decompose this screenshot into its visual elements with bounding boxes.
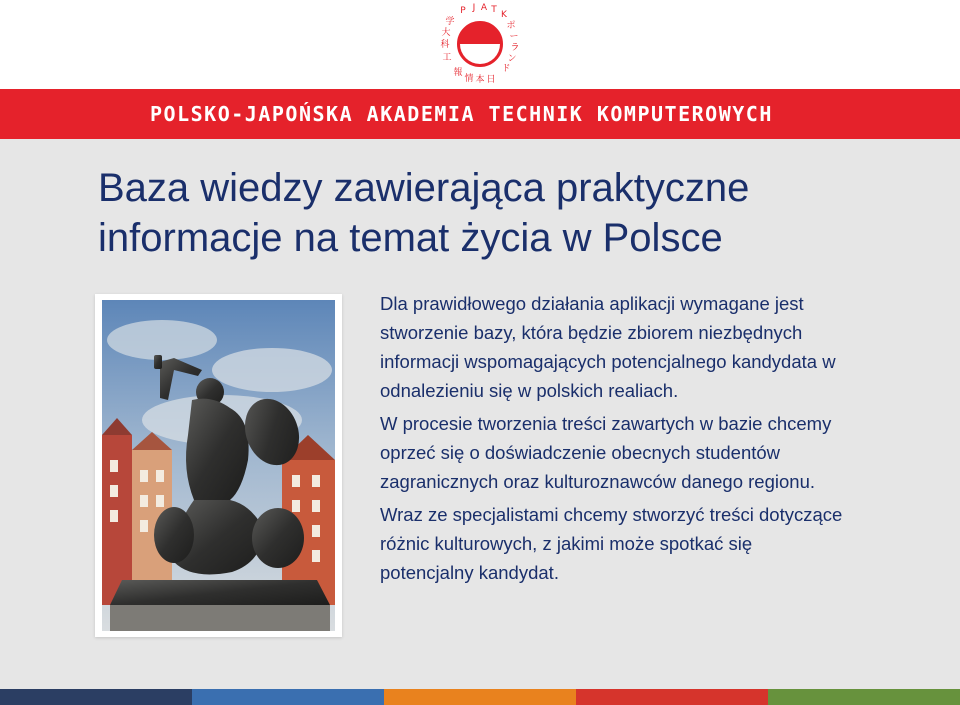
- logo-letter: 報: [453, 68, 463, 78]
- footer-segment: [192, 689, 384, 705]
- old-town-buildings-left: [102, 418, 172, 605]
- logo-letter: T: [491, 5, 497, 15]
- logo-letter: 日: [486, 75, 496, 85]
- body-paragraph-1: Dla prawidłowego działania aplikacji wymagane jest stworzenie bazy, która będzie zbiorem niezbędnych informacji wspomagających potencjalnego kandydata w odnalezieniu się w polskich realiach.: [380, 293, 836, 401]
- slide-title-line-1: Baza wiedzy zawierająca praktyczne: [98, 166, 750, 210]
- footer-segment: [0, 689, 192, 705]
- logo-area: [0, 0, 960, 88]
- logo-letter: ン: [507, 54, 517, 64]
- logo-letter: 学: [445, 17, 455, 27]
- logo-letter: 工: [442, 53, 452, 63]
- logo-letter: P: [460, 6, 466, 16]
- footer-segment: [576, 689, 768, 705]
- logo-letter: 情: [464, 74, 474, 84]
- logo-letter: 科: [440, 40, 450, 50]
- slide-title: [98, 163, 749, 263]
- logo-letter: J: [472, 3, 476, 13]
- logo-letter: ー: [509, 32, 519, 42]
- slide-title-line-2: informacje na temat życia w Polsce: [98, 216, 723, 260]
- mermaid-statue-icon: [102, 300, 335, 631]
- header-banner: [0, 89, 960, 139]
- logo-letter: ラ: [510, 43, 520, 53]
- banner-title: POLSKO-JAPOŃSKA AKADEMIA TECHNIK KOMPUTEROWYCH: [150, 102, 773, 126]
- statue-pedestal: [110, 605, 330, 631]
- mermaid-statue-photo: [95, 294, 342, 637]
- logo-letter: 大: [441, 28, 451, 38]
- footer-color-strip: [0, 689, 960, 705]
- university-logo-icon: [436, 2, 524, 86]
- slide-content: [0, 139, 960, 689]
- logo-letter: A: [480, 3, 488, 13]
- logo-letter: ド: [501, 64, 511, 74]
- slide-body: [380, 289, 850, 591]
- body-paragraph-3: Wraz ze specjalistami chcemy stworzyć treści dotyczące różnic kulturowych, z jakimi może spotkać się potencjalny kandydat.: [380, 504, 843, 583]
- logo-letter: 本: [475, 75, 485, 85]
- footer-segment: [384, 689, 576, 705]
- logo-letter: K: [501, 10, 507, 20]
- logo-letter: ポ: [506, 21, 516, 31]
- footer-segment: [768, 689, 960, 705]
- body-paragraph-2: W procesie tworzenia treści zawartych w bazie chcemy oprzeć się o doświadczenie obecnych studentów zagranicznych oraz kulturoznawców danego regionu.: [380, 413, 832, 492]
